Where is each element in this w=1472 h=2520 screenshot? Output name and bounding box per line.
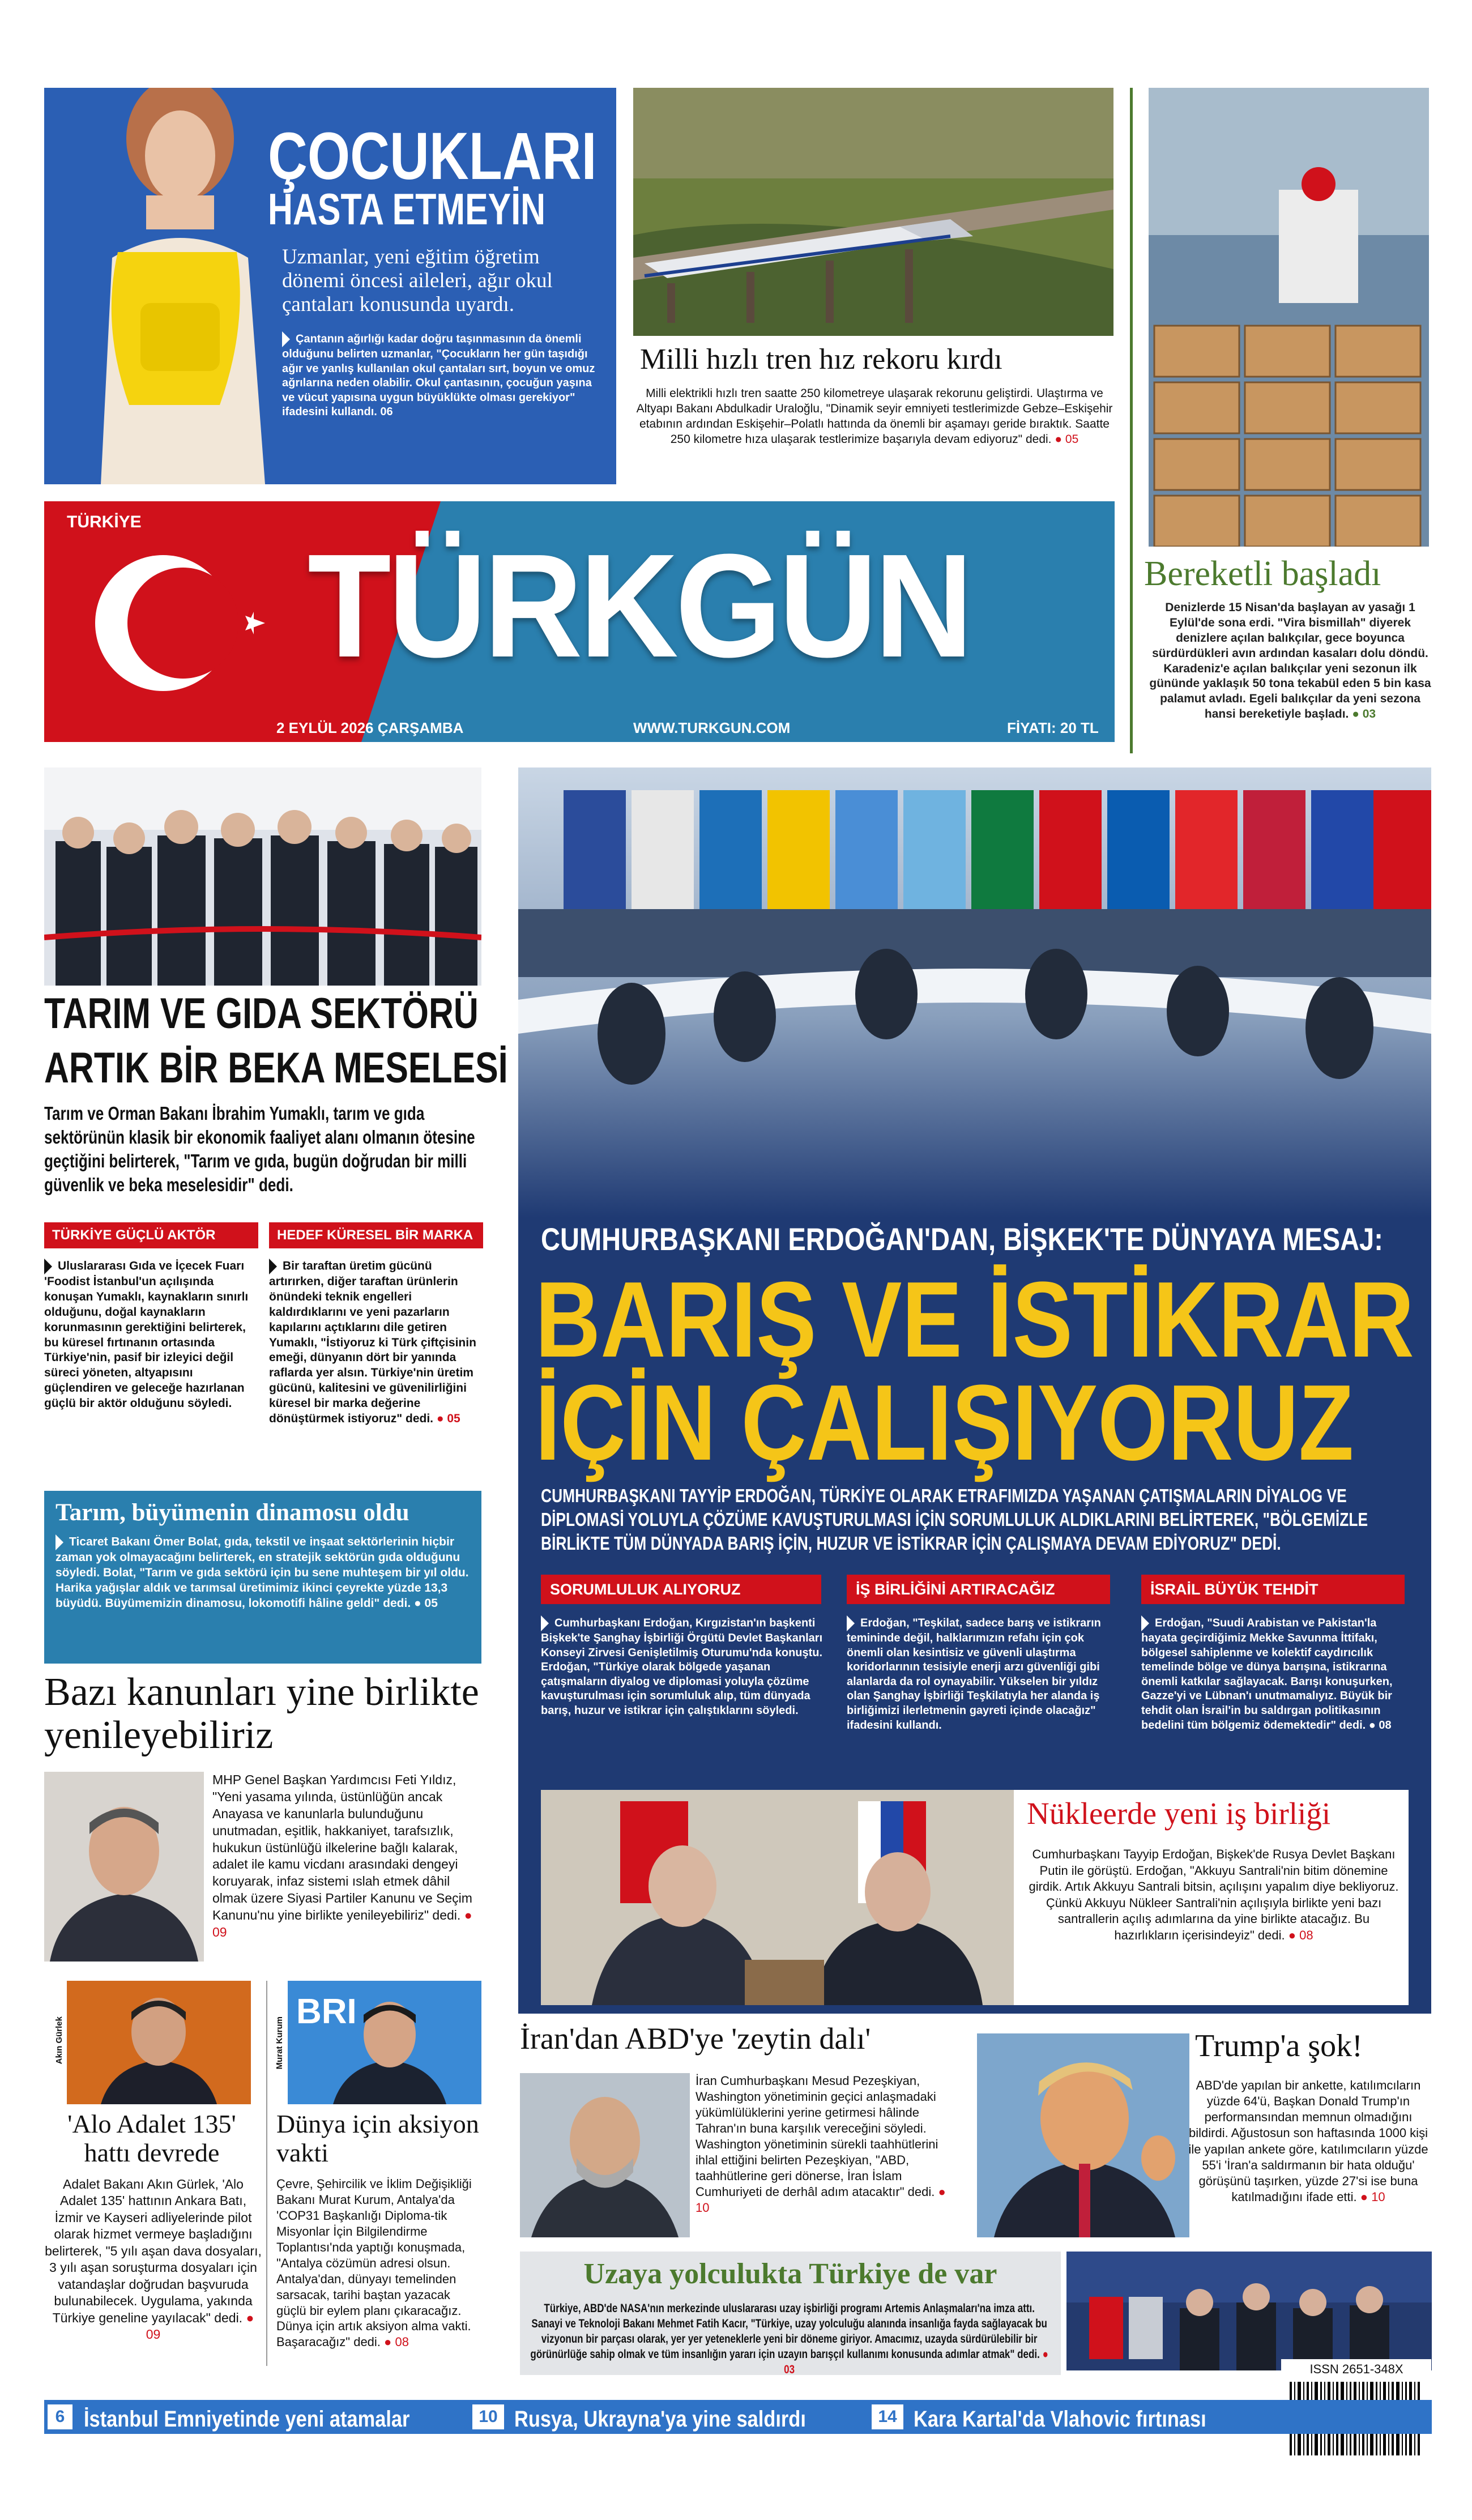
climate-credit: Murat Kurum	[275, 2016, 284, 2070]
column-rule	[266, 1981, 267, 2366]
trump-body: ABD'de yapılan bir ankette, katılımcıların yüzde 64'ü, Başkan Donald Trump'ın performansından memnun olmadığını bildirdi. Ağustosun son haftasında 1000 kişi ile yapılan ankete göre, katılımcıların yüzde 55'i 'İran'a saldırmanın bir hata olduğu' görüşünü taşırken, yüzde 27'si ise buna katılmadığını ifade etti. ● 10	[1188, 2078, 1428, 2205]
main-tag-1: SORUMLULUK ALIYORUZ	[541, 1575, 821, 1604]
logo[interactable]: TÜRKGÜN	[308, 524, 970, 688]
trump-title: Trump'a şok!	[1195, 2028, 1363, 2063]
bullet-icon	[44, 1259, 52, 1274]
svg-text:BRI: BRI	[296, 1992, 357, 2031]
agri-headline-2: ARTIK BİR BEKA MESELESİ	[44, 1044, 508, 1092]
akin-gurlek-photo	[67, 1981, 251, 2104]
headline-2: HASTA ETMEYİN	[268, 184, 546, 234]
space-body: Türkiye, ABD'de NASA'nın merkezinde uluslararası uzay işbirliği programı Artemis Anlaşmaları'na imza attı. Sanayi ve Teknoloji Bakanı Mehmet Fatih Kacır, "Türkiye, uzay yolculuğu alanında insanlığa fayda sağlayacak bu vizyonun bir parçası olarak, yer yer yeteneklerle yeni bir döneme giriyor. Amacımız, uzayda sürdürülebilir bir görünürlüğe sahip olmak ve tüm insanlığın yararı için uzayın barışçıl kullanımı konusunda adımlar atmak" dedi. ● 03	[530, 2302, 1048, 2376]
subheadline: Uzmanlar, yeni eğitim öğretim dönemi öncesi aileleri, ağır okul çantaları konusunda uyardı.	[282, 245, 553, 317]
main-col-1: Cumhurbaşkanı Erdoğan, Kırgızistan'ın başkenti Bişkek'te Şanghay İşbirliği Örgütü Devlet Başkanları Konseyi Zirvesi Genişletilmiş Oturumu'nda konuştu. Erdoğan, "Türkiye olarak bölgede yaşanan çatışmaların diyalog ve diplomasi yoluyla çözüme kavuşturulması için sorumluluk alıp, tüm dünyada barış, huzur ve istikrar için çalıştıklarını söyledi.	[541, 1615, 824, 1719]
erdogan-putin-photo	[541, 1790, 1014, 2005]
feti-yildiz-photo	[44, 1772, 204, 1962]
summit-photo	[518, 767, 1431, 1218]
bullet-icon	[541, 1615, 549, 1631]
masthead-small: TÜRKİYE	[67, 513, 142, 531]
justice-body: Adalet Bakanı Akın Gürlek, 'Alo Adalet 135' hattının Ankara Batı, İzmir ve Kayseri adliyelerinde pilot olarak hizmet vermeye başladığını belirterek, "5 yılı aşan dava dosyaları, 3 yılı aşan soruşturma dosyaları için vatandaşlar doğrudan başvuruda bulunabilecek. Uygulama, yakında Türkiye geneline yayılacak" dedi. ● 09	[45, 2177, 262, 2342]
climate-title: Dünya için aksiyon vakti	[276, 2109, 479, 2167]
growth-body: Ticaret Bakanı Ömer Bolat, gıda, tekstil ve inşaat sektörlerinin hiçbir zaman yok olmayacağını belirterek, en stratejik sektörün gıda olduğunu söyledi. Bolat, "Tarım ve gıda sektörü için bu sene muhteşem bir yıl oldu. Harika yağışlar aldık ve tarımsal üretimimiz ikinci çeyrekte yüzde 13,3 büyüdü. Büyümemizin dinamosu, lokomotifi hâline geldi" dedi. ● 05	[56, 1535, 469, 1610]
masthead	[44, 501, 1115, 742]
headline-1: ÇOCUKLARI	[268, 119, 597, 194]
agri-col-2: Bir taraftan üretim gücünü artırırken, diğer taraftan ürünlerin önündeki teknik engelleri kaldırdıklarını ve yeni pazarların kapılarını açtıklarını dile getiren Yumaklı, "İstiyoruz ki Türk çiftçisinin emeği, dünyanın dört bir yanında raflarda yer alsın. Türkiye'nin üretim gücünü, kalitesini ve güvenilirliğini küresel bir marka değerine dönüştürmek istiyoruz" dedi. ● 05	[269, 1259, 476, 1425]
footer-headline: İstanbul Emniyetinde yeni atamalar	[84, 2407, 410, 2432]
iran-body: İran Cumhurbaşkanı Mesud Pezeşkiyan, Washington yönetiminin geçici anlaşmadaki yükümlülüklerini yerine getirmesi hâlinde Tahran'ın buna karşılık vereceğini söyledi. Washington yönetiminin sürekli taahhütlerini ihlal ettiğini belirten Pezeşkiyan, "ABD, taahhütlerine geri dönerse, İran İslam Cumhuriyeti de derhâl adım atacaktır" dedi. ● 10	[696, 2074, 946, 2215]
bullet-icon	[282, 331, 290, 347]
laws-body: MHP Genel Başkan Yardımcısı Feti Yıldız, "Yeni yasama yılında, üstünlüğün ancak Anayasa ve kanunlarla bulunduğunu unutmadan, eşitlik, hakkaniyet, tarafsızlık, hukukun üstünlüğü ilkelerine bağlı kalarak, adalet ile kamu vicdanı arasındaki dengeyi koruyarak, infaz sistemi ıslah etmek dâhil olmak üzere Siyasi Partiler Kanunu ve Seçim Kanunu'nu yine birlikte yenileyebiliriz" dedi. ● 09	[212, 1772, 472, 1940]
bullet-icon	[1141, 1615, 1149, 1631]
nuclear-panel	[541, 1790, 1409, 2005]
girl-photo	[78, 88, 282, 484]
agri-lead: Tarım ve Orman Bakanı İbrahim Yumaklı, tarım ve gıda sektörünün klasik bir ekonomik faaliyet alanı olmanın ötesine geçtiğini belirterek, "Tarım ve gıda, bugün doğrudan bir milli güvenlik ve beka meselesidir" dedi.	[44, 1103, 475, 1195]
main-tag-2: İŞ BİRLİĞİNİ ARTIRACAĞIZ	[847, 1575, 1110, 1604]
footer-bar	[44, 2400, 1432, 2434]
main-lead: CUMHURBAŞKANI TAYYİP ERDOĞAN, TÜRKİYE OLARAK ETRAFIMIZDA YAŞANAN ÇATIŞMALARIN DİYALOG VE DİPLOMASİ YOLUYLA ÇÖZÜME KAVUŞTURULMASI İÇİN SORUMLULUK ALDIKLARINI BELİRTEREK, "BÖLGEMİZLE BİRLİKTE TÜM DÜNYADA BARIŞ İÇİN, HUZUR VE İSTİKRAR İÇİN ÇALIŞMAYA DEVAM EDİYORUZ" DEDİ.	[541, 1485, 1368, 1554]
laws-title: Bazı kanunları yine birlikte yenileyebiliriz	[44, 1670, 479, 1757]
page-ref: ● 05	[1055, 432, 1079, 446]
main-col-3: Erdoğan, "Suudi Arabistan ve Pakistan'la hayata geçirdiğimiz Mekke Savunma İttifakı, bölgesel sahiplenme ve kolektif caydırıcılık temelinde bölge ve dünya barışına, istikrarına önemli katkılar sağlayacak. Barışı konuşurken, Gazze'yi ve Lübnan'ı unutmamalıyız. Büyük bir tehdit olan İsrail'in bu saldırgan politikasının bedelini tüm bölgemiz ödemektedir" dedi. ● 08	[1141, 1615, 1407, 1733]
footer-page-badge: 6	[48, 2404, 72, 2429]
bullet-icon	[56, 1534, 63, 1550]
issue-date: 2 EYLÜL 2026 ÇARŞAMBA	[276, 719, 464, 736]
iran-title: İran'dan ABD'ye 'zeytin dalı'	[520, 2022, 871, 2056]
murat-kurum-photo	[288, 1981, 481, 2104]
justice-credit: Akın Gürlek	[54, 2016, 64, 2065]
ribbon-ceremony-photo	[44, 767, 481, 986]
footer-page-badge: 10	[472, 2404, 504, 2429]
bullet-icon	[269, 1259, 277, 1274]
article-body: Çantanın ağırlığı kadar doğru taşınmasının da önemli olduğunu belirten uzmanlar, "Çocukların her gün taşıdığı ağır ve yanlış kullanılan okul çantaları sırt, boyun ve omuz ağrılarına neden olabilir. Okul çantasının, çocuğun yaşına ve vücut yapısına uygun büyüklükte olması gerekiyor" ifadesini kullandı. 06	[282, 331, 599, 420]
school-bag-story	[44, 88, 616, 484]
footer-item-2[interactable]	[469, 2400, 916, 2434]
nuclear-body: Cumhurbaşkanı Tayyip Erdoğan, Bişkek'de Rusya Devlet Başkanı Putin ile görüştü. Erdoğan, "Akkuyu Santrali'nin bitim dönemine girdik. Artık Akkuyu Santrali bitsin, açılışını yapalım diye bekliyoruz. Çünkü Akkuyu Nükleer Santrali'nin açılışıyla birlikte yeni bazı santrallerin açılış adımlarına da yine birlikte atacağız. Bu hazırlıkların içerisindeyiz" dedi. ● 08	[1029, 1847, 1399, 1942]
growth-title: Tarım, büyümenin dinamosu oldu	[56, 1499, 409, 1526]
main-col-2: Erdoğan, "Teşkilat, sadece barış ve istikrarın temininde değil, halklarımızın refahı için çok önemli olan kesintisiz ve güvenli ulaştırma koridorlarının tesisiyle enerji arzı güvenliği gibi alanlarda da rol oynayabilir. Yükselen bir yıldız olan Şanghay İşbirliği Teşkilatıyla her alanda iş birliğimizi ilerletmenin gayreti içinde olacağız" ifadesini kullandı.	[847, 1615, 1113, 1733]
agri-tag-2: HEDEF KÜRESEL BİR MARKA	[269, 1222, 483, 1248]
issn-label: ISSN 2651-348X	[1288, 2362, 1424, 2377]
footer-item-1[interactable]	[44, 2400, 492, 2434]
main-headline-2: İÇİN ÇALIŞIYORUZ	[535, 1363, 1354, 1483]
bullet-icon	[847, 1615, 855, 1631]
space-box	[520, 2252, 1061, 2375]
climate-body: Çevre, Şehircilik ve İklim Değişikliği Bakanı Murat Kurum, Antalya'da 'COP31 Başkanlığı Diploma-tik Misyonlar İçin Bilgilendirme Toplantısı'nda yaptığı konuşmada, "Antalya cözümün adresi olsun. Antalya'dan, dünyayı temelinden sarsacak, tarihi baştan yazacak güçlü bir eylem planı çıkaracağız. Dünya için artık aksiyon alma vakti. Başaracağız" dedi. ● 08	[276, 2177, 472, 2350]
nuclear-title: Nükleerde yeni iş birliği	[1027, 1796, 1331, 1831]
artemis-photo	[1066, 2252, 1432, 2370]
fishing-title: Bereketli başladı	[1144, 555, 1381, 593]
column-rule	[1130, 88, 1133, 753]
agri-col-1: Uluslararası Gıda ve İçecek Fuarı 'Foodist İstanbul'un açılışında konuşan Yumaklı, kaynakların sınırlı olduğunu, doğal kaynakların korunmasının gerektiğini belirterek, bu küresel fırtınanın ortasında Türkiye'nin, pasif bir izleyici değil süreci yöneten, altyapısını güçlendiren ve geleceğe hazırlanan güçlü bir aktör olduğunu söyledi.	[44, 1259, 249, 1410]
agri-headline-1: TARIM VE GIDA SEKTÖRÜ	[44, 990, 479, 1038]
footer-page-badge: 14	[872, 2404, 903, 2429]
site-link[interactable]: WWW.TURKGUN.COM	[633, 719, 791, 736]
train-title: Milli hızlı tren hız rekoru kırdı	[640, 343, 1002, 376]
train-photo	[633, 88, 1113, 336]
main-story	[518, 767, 1431, 2014]
agri-tag-1: TÜRKİYE GÜÇLÜ AKTÖR	[44, 1222, 258, 1248]
main-tag-3: İSRAİL BÜYÜK TEHDİT	[1141, 1575, 1405, 1604]
footer-headline: Rusya, Ukrayna'ya yine saldırdı	[514, 2407, 806, 2432]
main-headline-1: BARIŞ VE İSTİKRAR	[535, 1260, 1414, 1380]
footer-item-3[interactable]	[868, 2400, 1350, 2434]
space-title: Uzaya yolculukta Türkiye de var	[583, 2258, 997, 2290]
main-kicker: CUMHURBAŞKANI ERDOĞAN'DAN, BİŞKEK'TE DÜNYAYA MESAJ:	[541, 1221, 1383, 1257]
pezeshkian-photo	[520, 2073, 690, 2237]
footer-headline: Kara Kartal'da Vlahovic fırtınası	[914, 2407, 1206, 2432]
justice-title: 'Alo Adalet 135' hattı devrede	[67, 2109, 236, 2167]
fishing-body: Denizlerde 15 Nisan'da başlayan av yasağı 1 Eylül'de sona erdi. "Vira bismillah" diyerek denizlere açılan balıkçılar, gece boyunca sürdürdükleri avın ardından kasaları dolu döndü. Karadeniz'e açılan balıkçılar yeni sezonun ilk gününde yaklaşık 50 tona tekabül eden 5 bin kasa palamut avladı. Egeli balıkçılar da yeni sezona hansi bereketiyle başladı. ● 03	[1149, 601, 1431, 721]
fishing-photo	[1149, 88, 1429, 547]
trump-photo	[977, 2033, 1189, 2237]
train-body: Milli elektrikli hızlı tren saatte 250 kilometreye ulaşarak rekorunu geliştirdi. Ulaştırma ve Altyapı Bakanı Abdulkadir Uraloğlu, "Dinamik seyir emniyeti testlerimizde Gebze–Eskişehir etabının ardından Eskişehir–Polatlı hattında da önemli bir aşamayı geride bıraktık. Saatte 250 kilometre hıza ulaşarak testlerimize başarıyla devam ediyoruz" dedi. ● 05	[636, 387, 1113, 446]
growth-box	[44, 1491, 481, 1664]
price: FİYATI: 20 TL	[1007, 719, 1099, 736]
